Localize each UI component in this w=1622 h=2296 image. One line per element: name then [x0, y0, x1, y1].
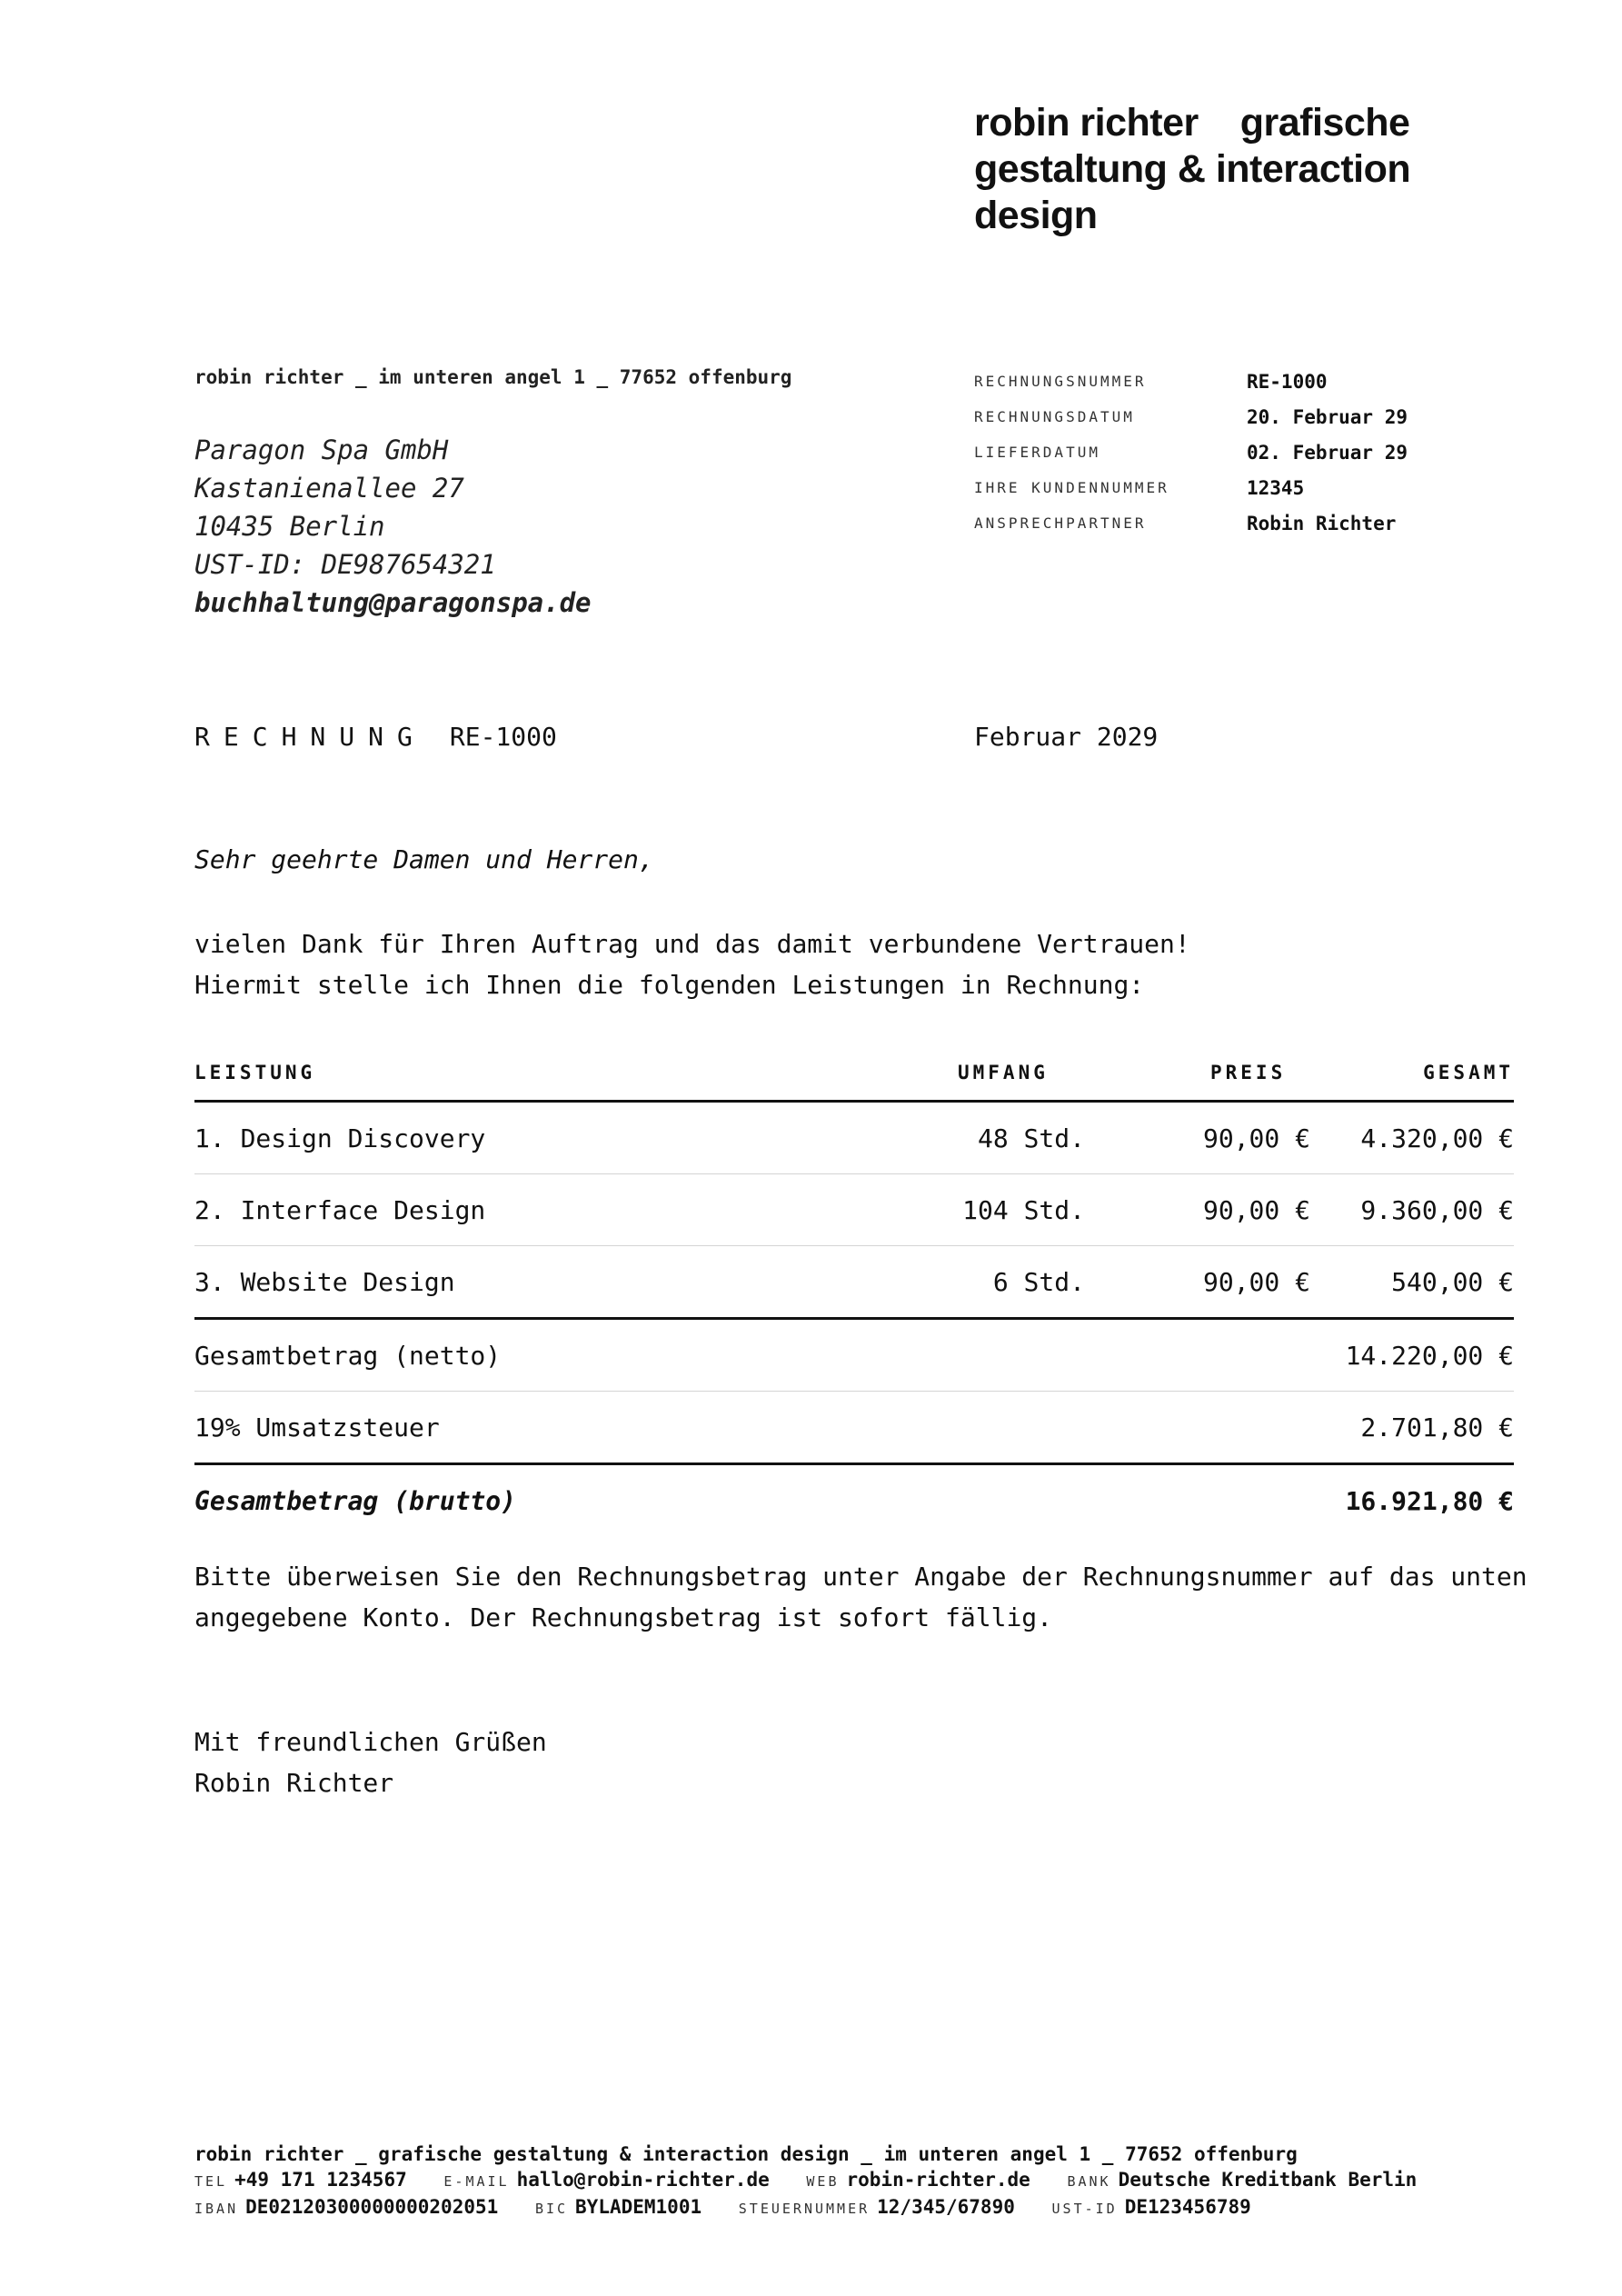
tax-row: [194, 1392, 1514, 1465]
footer-contact-line: [194, 2167, 1417, 2194]
meta-row: [974, 470, 1408, 505]
invoice-month: Februar 2029: [974, 722, 1159, 752]
tax-value: 2.701,80 €: [1360, 1412, 1514, 1442]
meta-row: [974, 399, 1408, 434]
tax-label: 19% Umsatzsteuer: [194, 1412, 440, 1442]
intro-line: vielen Dank für Ihren Auftrag und das damit verbundene Vertrauen!: [194, 929, 1190, 959]
salutation: Sehr geehrte Damen und Herren,: [194, 844, 654, 874]
table-row: [194, 1246, 1514, 1320]
recipient-vat: UST-ID: DE987654321: [194, 549, 496, 580]
footer-ustid-label: UST-ID: [1051, 2201, 1118, 2217]
footer-bank-label: BANK: [1067, 2173, 1111, 2190]
sender-address-line: robin richter _ im unteren angel 1 _ 77652 offenburg: [194, 366, 792, 388]
recipient-email: buchhaltung@paragonspa.de: [194, 587, 592, 618]
meta-value: 20. Februar 29: [1247, 405, 1408, 428]
cell-scope: 6 Std.: [992, 1266, 1085, 1297]
closing-phrase: Mit freundlichen Grüßen: [194, 1727, 547, 1757]
footer: [194, 2141, 1417, 2221]
invoice-number: RE-1000: [449, 722, 557, 752]
footer-web-label: WEB: [806, 2173, 840, 2190]
intro-line: Hiermit stelle ich Ihnen die folgenden Leistungen in Rechnung:: [194, 970, 1145, 1000]
cell-service: 1. Design Discovery: [194, 1123, 486, 1153]
net-total-row: [194, 1320, 1514, 1392]
invoice-title: [194, 722, 557, 752]
recipient-city: 10435 Berlin: [194, 511, 385, 542]
footer-email-label: E-MAIL: [443, 2173, 510, 2190]
intro-text: [194, 923, 1190, 1005]
brand-name: robin richter: [974, 101, 1199, 145]
header-service: LEISTUNG: [194, 1062, 316, 1083]
payment-note-line: angegebene Konto. Der Rechnungsbetrag ist sofort fällig.: [194, 1602, 1053, 1632]
cell-price: 90,00 €: [1202, 1266, 1310, 1297]
footer-bank-line: [194, 2194, 1417, 2221]
table-row: [194, 1174, 1514, 1246]
meta-value: RE-1000: [1247, 370, 1328, 393]
header-total: GESAMT: [1423, 1062, 1514, 1083]
table-header: [194, 1045, 1514, 1103]
cell-scope: 104 Std.: [962, 1194, 1085, 1225]
recipient-company: Paragon Spa GmbH: [194, 434, 449, 465]
meta-label: ANSPRECHPARTNER: [974, 514, 1147, 532]
meta-value: 02. Februar 29: [1247, 441, 1408, 464]
invoice-title-word: RECHNUNG: [194, 722, 426, 752]
cell-total: 4.320,00 €: [1360, 1123, 1514, 1153]
recipient-street: Kastanienallee 27: [194, 473, 464, 504]
cell-scope: 48 Std.: [977, 1123, 1085, 1153]
payment-note-line: Bitte überweisen Sie den Rechnungsbetrag unter Angabe der Rechnungsnummer auf das unten: [194, 1562, 1527, 1592]
cell-total: 9.360,00 €: [1360, 1194, 1514, 1225]
meta-label: LIEFERDATUM: [974, 444, 1100, 461]
brand-logo: [974, 100, 1483, 239]
meta-row: [974, 505, 1408, 541]
meta-value: 12345: [1247, 476, 1305, 499]
payment-note: [194, 1556, 1527, 1638]
net-total-value: 14.220,00 €: [1345, 1340, 1514, 1371]
meta-value: Robin Richter: [1247, 512, 1397, 534]
footer-tel: +49 171 1234567: [234, 2169, 407, 2191]
cell-price: 90,00 €: [1202, 1123, 1310, 1153]
gross-total-value: 16.921,80 €: [1345, 1485, 1514, 1516]
footer-bic-label: BIC: [534, 2201, 569, 2217]
header-scope: UMFANG: [958, 1062, 1049, 1083]
net-total-label: Gesamtbetrag (netto): [194, 1340, 502, 1371]
footer-tel-label: TEL: [194, 2173, 228, 2190]
footer-address-line: robin richter _ grafische gestaltung & interaction design _ im unteren angel 1 _ 77652 offenburg: [194, 2143, 1298, 2165]
cell-total: 540,00 €: [1391, 1266, 1514, 1297]
invoice-meta: [974, 364, 1408, 541]
closing: [194, 1722, 547, 1803]
footer-iban: DE02120300000000202051: [245, 2196, 499, 2218]
meta-row: [974, 364, 1408, 399]
meta-label: RECHNUNGSDATUM: [974, 408, 1135, 425]
services-table: [194, 1045, 1514, 1536]
signature-name: Robin Richter: [194, 1768, 394, 1798]
footer-bank: Deutsche Kreditbank Berlin: [1118, 2169, 1418, 2191]
cell-service: 3. Website Design: [194, 1266, 455, 1297]
table-row: [194, 1103, 1514, 1174]
gross-total-row: [194, 1465, 1514, 1536]
footer-taxno: 12/345/67890: [877, 2196, 1015, 2218]
footer-taxno-label: STEUERNUMMER: [738, 2201, 871, 2217]
meta-label: IHRE KUNDENNUMMER: [974, 479, 1169, 496]
footer-web: robin-richter.de: [846, 2169, 1030, 2191]
gross-total-label: Gesamtbetrag (brutto): [194, 1485, 517, 1516]
recipient-address: [194, 431, 592, 622]
footer-ustid: DE123456789: [1124, 2196, 1251, 2218]
cell-price: 90,00 €: [1202, 1194, 1310, 1225]
footer-iban-label: IBAN: [194, 2201, 239, 2217]
footer-bic: BYLADEM1001: [575, 2196, 702, 2218]
cell-service: 2. Interface Design: [194, 1194, 486, 1225]
meta-row: [974, 434, 1408, 470]
header-price: PREIS: [1210, 1062, 1287, 1083]
footer-email: hallo@robin-richter.de: [516, 2169, 770, 2191]
brand-tagline: grafische gestaltung & interaction design: [974, 101, 1411, 237]
meta-label: RECHNUNGSNUMMER: [974, 373, 1147, 390]
